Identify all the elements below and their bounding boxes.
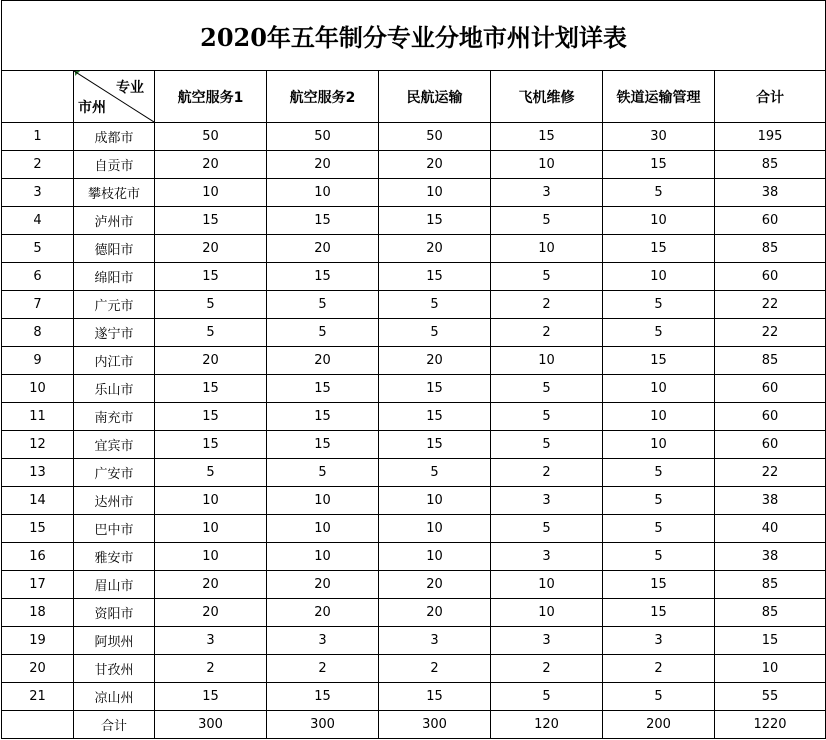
table-row	[2, 179, 826, 207]
value-cell[interactable]: 5	[491, 403, 603, 431]
city-cell[interactable]: 德阳市	[74, 235, 155, 263]
value-cell[interactable]: 20	[267, 151, 379, 179]
row-total-cell[interactable]: 195	[715, 123, 826, 151]
value-cell[interactable]: 10	[603, 431, 715, 459]
header-col-1[interactable]: 航空服务1	[155, 71, 267, 123]
table-row	[2, 375, 826, 403]
city-cell[interactable]: 资阳市	[74, 599, 155, 627]
value-cell[interactable]: 15	[603, 235, 715, 263]
value-cell[interactable]: 2	[491, 291, 603, 319]
value-cell[interactable]: 15	[267, 375, 379, 403]
value-cell[interactable]: 3	[155, 627, 267, 655]
header-col-4[interactable]: 飞机维修	[491, 71, 603, 123]
value-cell[interactable]: 20	[379, 235, 491, 263]
header-city-label: 市州	[78, 100, 106, 116]
value-cell[interactable]: 5	[603, 487, 715, 515]
city-cell[interactable]: 巴中市	[74, 515, 155, 543]
row-number-cell[interactable]: 20	[2, 655, 74, 683]
value-cell[interactable]: 10	[155, 179, 267, 207]
row-number-cell[interactable]: 2	[2, 151, 74, 179]
city-cell[interactable]: 眉山市	[74, 571, 155, 599]
row-total-cell[interactable]: 85	[715, 599, 826, 627]
row-number-cell[interactable]: 1	[2, 123, 74, 151]
total-blank-cell[interactable]	[2, 711, 74, 739]
value-cell[interactable]: 5	[603, 291, 715, 319]
value-cell[interactable]: 5	[155, 319, 267, 347]
city-cell[interactable]: 宜宾市	[74, 431, 155, 459]
value-cell[interactable]: 10	[491, 571, 603, 599]
value-cell[interactable]: 5	[491, 431, 603, 459]
value-cell[interactable]: 5	[379, 319, 491, 347]
total-label-cell[interactable]: 合计	[74, 711, 155, 739]
row-number-cell[interactable]: 8	[2, 319, 74, 347]
value-cell[interactable]: 20	[267, 599, 379, 627]
value-cell[interactable]: 20	[379, 571, 491, 599]
value-cell[interactable]: 10	[267, 515, 379, 543]
row-number-cell[interactable]: 4	[2, 207, 74, 235]
city-cell[interactable]: 广元市	[74, 291, 155, 319]
value-cell[interactable]: 15	[603, 599, 715, 627]
value-cell[interactable]: 5	[267, 459, 379, 487]
row-total-cell[interactable]: 38	[715, 487, 826, 515]
value-cell[interactable]: 20	[155, 151, 267, 179]
value-cell[interactable]: 3	[491, 543, 603, 571]
value-cell[interactable]: 20	[267, 235, 379, 263]
value-cell[interactable]: 15	[155, 207, 267, 235]
value-cell[interactable]: 50	[379, 123, 491, 151]
value-cell[interactable]: 5	[603, 683, 715, 711]
row-total-cell[interactable]: 60	[715, 207, 826, 235]
value-cell[interactable]: 2	[491, 319, 603, 347]
value-cell[interactable]: 5	[603, 459, 715, 487]
value-cell[interactable]: 10	[267, 179, 379, 207]
row-total-cell[interactable]: 22	[715, 291, 826, 319]
value-cell[interactable]: 20	[155, 235, 267, 263]
value-cell[interactable]: 15	[155, 403, 267, 431]
value-cell[interactable]: 15	[491, 123, 603, 151]
city-cell[interactable]: 雅安市	[74, 543, 155, 571]
value-cell[interactable]: 20	[267, 347, 379, 375]
total-value-cell[interactable]: 120	[491, 711, 603, 739]
value-cell[interactable]: 15	[379, 403, 491, 431]
value-cell[interactable]: 15	[379, 207, 491, 235]
table-row	[2, 571, 826, 599]
value-cell[interactable]: 5	[267, 319, 379, 347]
value-cell[interactable]: 10	[379, 179, 491, 207]
table-row	[2, 599, 826, 627]
value-cell[interactable]: 50	[267, 123, 379, 151]
row-number-cell[interactable]: 14	[2, 487, 74, 515]
value-cell[interactable]: 2	[379, 655, 491, 683]
row-total-cell[interactable]: 10	[715, 655, 826, 683]
row-number-cell[interactable]: 5	[2, 235, 74, 263]
city-cell[interactable]: 自贡市	[74, 151, 155, 179]
row-number-cell[interactable]: 18	[2, 599, 74, 627]
value-cell[interactable]: 15	[379, 683, 491, 711]
row-number-cell[interactable]: 12	[2, 431, 74, 459]
city-cell[interactable]: 攀枝花市	[74, 179, 155, 207]
value-cell[interactable]: 15	[603, 151, 715, 179]
value-cell[interactable]: 5	[491, 375, 603, 403]
city-cell[interactable]: 乐山市	[74, 375, 155, 403]
table-title[interactable]: 2020年五年制分专业分地市州计划详表	[2, 1, 826, 71]
city-cell[interactable]: 内江市	[74, 347, 155, 375]
value-cell[interactable]: 3	[491, 487, 603, 515]
value-cell[interactable]: 10	[491, 599, 603, 627]
value-cell[interactable]: 15	[379, 375, 491, 403]
row-number-cell[interactable]: 6	[2, 263, 74, 291]
total-value-cell[interactable]: 300	[379, 711, 491, 739]
value-cell[interactable]: 2	[267, 655, 379, 683]
value-cell[interactable]: 20	[155, 571, 267, 599]
header-col-total[interactable]: 合计	[715, 71, 826, 123]
city-cell[interactable]: 南充市	[74, 403, 155, 431]
value-cell[interactable]: 5	[603, 319, 715, 347]
value-cell[interactable]: 3	[267, 627, 379, 655]
header-no-cell[interactable]	[2, 71, 74, 123]
row-number-cell[interactable]: 21	[2, 683, 74, 711]
row-total-cell[interactable]: 15	[715, 627, 826, 655]
total-value-cell[interactable]: 300	[155, 711, 267, 739]
value-cell[interactable]: 5	[491, 683, 603, 711]
value-cell[interactable]: 10	[267, 487, 379, 515]
value-cell[interactable]: 5	[267, 291, 379, 319]
value-cell[interactable]: 10	[155, 543, 267, 571]
row-number-cell[interactable]: 13	[2, 459, 74, 487]
total-value-cell[interactable]: 200	[603, 711, 715, 739]
value-cell[interactable]: 2	[603, 655, 715, 683]
row-total-cell[interactable]: 38	[715, 179, 826, 207]
table-row	[2, 151, 826, 179]
city-cell[interactable]: 成都市	[74, 123, 155, 151]
value-cell[interactable]: 15	[379, 431, 491, 459]
value-cell[interactable]: 10	[603, 207, 715, 235]
row-number-cell[interactable]: 17	[2, 571, 74, 599]
value-cell[interactable]: 2	[491, 459, 603, 487]
row-total-cell[interactable]: 85	[715, 347, 826, 375]
row-total-cell[interactable]: 55	[715, 683, 826, 711]
value-cell[interactable]: 5	[491, 207, 603, 235]
value-cell[interactable]: 3	[491, 179, 603, 207]
table-row	[2, 403, 826, 431]
city-cell[interactable]: 泸州市	[74, 207, 155, 235]
value-cell[interactable]: 10	[379, 543, 491, 571]
value-cell[interactable]: 15	[379, 263, 491, 291]
row-number-cell[interactable]: 9	[2, 347, 74, 375]
value-cell[interactable]: 20	[379, 599, 491, 627]
value-cell[interactable]: 15	[155, 431, 267, 459]
city-cell[interactable]: 遂宁市	[74, 319, 155, 347]
row-number-cell[interactable]: 3	[2, 179, 74, 207]
row-number-cell[interactable]: 15	[2, 515, 74, 543]
value-cell[interactable]: 3	[491, 627, 603, 655]
value-cell[interactable]: 15	[267, 403, 379, 431]
city-cell[interactable]: 达州市	[74, 487, 155, 515]
header-col-2[interactable]: 航空服务2	[267, 71, 379, 123]
value-cell[interactable]: 15	[155, 375, 267, 403]
value-cell[interactable]: 15	[603, 347, 715, 375]
value-cell[interactable]: 15	[267, 263, 379, 291]
value-cell[interactable]: 5	[491, 263, 603, 291]
table-row	[2, 431, 826, 459]
value-cell[interactable]: 15	[603, 571, 715, 599]
row-total-cell[interactable]: 60	[715, 375, 826, 403]
value-cell[interactable]: 15	[267, 207, 379, 235]
table-row	[2, 543, 826, 571]
row-total-cell[interactable]: 60	[715, 263, 826, 291]
value-cell[interactable]: 2	[491, 655, 603, 683]
header-row	[2, 71, 826, 123]
table-row	[2, 207, 826, 235]
header-col-3[interactable]: 民航运输	[379, 71, 491, 123]
value-cell[interactable]: 10	[379, 515, 491, 543]
table-row	[2, 347, 826, 375]
total-value-cell[interactable]: 1220	[715, 711, 826, 739]
city-cell[interactable]: 绵阳市	[74, 263, 155, 291]
row-number-cell[interactable]: 16	[2, 543, 74, 571]
row-total-cell[interactable]: 85	[715, 235, 826, 263]
value-cell[interactable]: 10	[603, 263, 715, 291]
value-cell[interactable]: 10	[603, 403, 715, 431]
table-row	[2, 627, 826, 655]
row-number-cell[interactable]: 19	[2, 627, 74, 655]
value-cell[interactable]: 10	[491, 347, 603, 375]
value-cell[interactable]: 5	[379, 291, 491, 319]
row-number-cell[interactable]: 11	[2, 403, 74, 431]
value-cell[interactable]: 10	[155, 515, 267, 543]
value-cell[interactable]: 30	[603, 123, 715, 151]
header-diagonal-cell[interactable]	[74, 71, 155, 123]
row-total-cell[interactable]: 40	[715, 515, 826, 543]
table-row	[2, 487, 826, 515]
value-cell[interactable]: 5	[155, 291, 267, 319]
table-row	[2, 655, 826, 683]
value-cell[interactable]: 10	[603, 375, 715, 403]
table-row	[2, 459, 826, 487]
row-total-cell[interactable]: 60	[715, 431, 826, 459]
total-row	[2, 711, 826, 739]
value-cell[interactable]: 10	[491, 151, 603, 179]
value-cell[interactable]: 5	[603, 179, 715, 207]
value-cell[interactable]: 10	[267, 543, 379, 571]
plan-table	[1, 0, 826, 739]
value-cell[interactable]: 10	[491, 235, 603, 263]
value-cell[interactable]: 5	[491, 515, 603, 543]
row-total-cell[interactable]: 85	[715, 151, 826, 179]
value-cell[interactable]: 10	[155, 487, 267, 515]
value-cell[interactable]: 5	[603, 515, 715, 543]
table-row	[2, 291, 826, 319]
city-cell[interactable]: 甘孜州	[74, 655, 155, 683]
value-cell[interactable]: 15	[267, 683, 379, 711]
row-total-cell[interactable]: 22	[715, 459, 826, 487]
value-cell[interactable]: 3	[603, 627, 715, 655]
total-value-cell[interactable]: 300	[267, 711, 379, 739]
value-cell[interactable]: 20	[155, 599, 267, 627]
value-cell[interactable]: 20	[379, 151, 491, 179]
value-cell[interactable]: 5	[379, 459, 491, 487]
table-row	[2, 683, 826, 711]
header-col-5[interactable]: 铁道运输管理	[603, 71, 715, 123]
city-cell[interactable]: 凉山州	[74, 683, 155, 711]
value-cell[interactable]: 5	[603, 543, 715, 571]
row-number-cell[interactable]: 10	[2, 375, 74, 403]
table-row	[2, 515, 826, 543]
value-cell[interactable]: 15	[155, 263, 267, 291]
row-total-cell[interactable]: 22	[715, 319, 826, 347]
table-row	[2, 263, 826, 291]
row-total-cell[interactable]: 38	[715, 543, 826, 571]
value-cell[interactable]: 5	[155, 459, 267, 487]
title-row	[2, 1, 826, 71]
value-cell[interactable]: 20	[267, 571, 379, 599]
value-cell[interactable]: 10	[379, 487, 491, 515]
value-cell[interactable]: 15	[267, 431, 379, 459]
table-row	[2, 319, 826, 347]
row-total-cell[interactable]: 85	[715, 571, 826, 599]
row-total-cell[interactable]: 60	[715, 403, 826, 431]
city-cell[interactable]: 广安市	[74, 459, 155, 487]
table-row	[2, 235, 826, 263]
city-cell[interactable]: 阿坝州	[74, 627, 155, 655]
value-cell[interactable]: 50	[155, 123, 267, 151]
header-major-label: 专业	[116, 80, 144, 96]
value-cell[interactable]: 2	[155, 655, 267, 683]
value-cell[interactable]: 20	[379, 347, 491, 375]
value-cell[interactable]: 3	[379, 627, 491, 655]
table-row	[2, 123, 826, 151]
row-number-cell[interactable]: 7	[2, 291, 74, 319]
value-cell[interactable]: 15	[155, 683, 267, 711]
value-cell[interactable]: 20	[155, 347, 267, 375]
